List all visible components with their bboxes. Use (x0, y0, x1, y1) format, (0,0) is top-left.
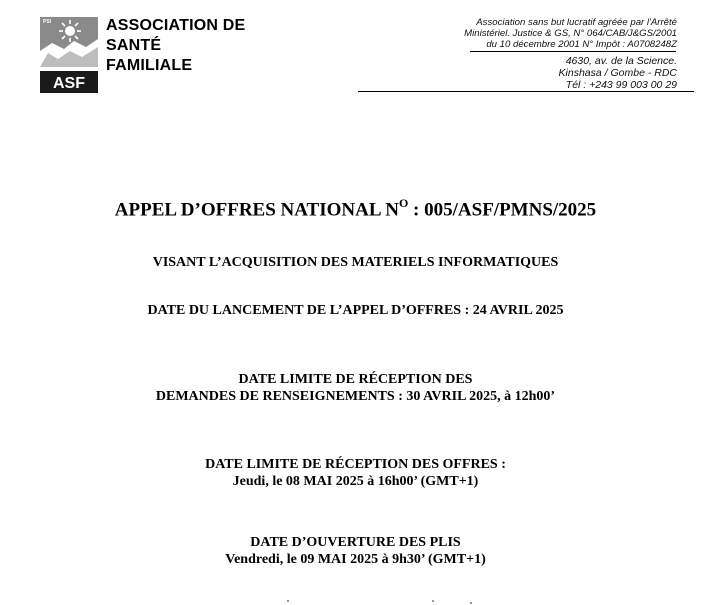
offers-deadline-line: Jeudi, le 08 MAI 2025 à 16h00’ (GMT+1) (232, 474, 479, 489)
asf-logo (40, 17, 98, 93)
organization-name (106, 16, 245, 76)
info-deadline-line: DEMANDES DE RENSEIGNEMENTS : 30 AVRIL 2025, à 12h00’ (155, 389, 556, 404)
sun-icon (59, 20, 81, 42)
org-name-line: ASSOCIATION DE (106, 17, 246, 34)
legal-registration (464, 17, 677, 50)
info-deadline-line: DATE LIMITE DE RÉCEPTION DES (238, 372, 473, 387)
opening-line: Vendredi, le 09 MAI 2025 à 9h30’ (GMT+1) (225, 552, 486, 567)
information-request-deadline (0, 371, 711, 405)
scan-speck (287, 600, 289, 602)
scan-speck (432, 600, 434, 602)
legal-line: du 10 décembre 2001 N° Impôt : A0708248Z (486, 39, 677, 50)
offers-deadline (0, 456, 711, 490)
launch-date (0, 302, 711, 319)
tender-object (0, 254, 711, 271)
scan-speck (470, 602, 472, 604)
tender-title-number: : 005/ASF/PMNS/2025 (408, 199, 597, 221)
logo-tag-text: PSI (43, 19, 52, 25)
tender-object-text: VISANT L’ACQUISITION DES MATERIELS INFORMATIQUES (152, 255, 559, 270)
postal-address (559, 55, 677, 91)
tender-title (0, 197, 711, 221)
org-name-line: SANTÉ (106, 37, 162, 54)
logo-badge-text: ASF (53, 75, 85, 92)
header-divider-thin (470, 51, 676, 52)
address-line: 4630, av. de la Science. (565, 55, 677, 67)
bids-opening (0, 534, 711, 568)
address-line: Kinshasa / Gombe - RDC (558, 67, 677, 79)
tender-title-sup: O (398, 196, 409, 210)
address-line: Tél : +243 99 003 00 29 (565, 79, 677, 91)
org-name-line: FAMILIALE (106, 57, 193, 74)
tender-title-prefix: APPEL D’OFFRES NATIONAL N (114, 199, 399, 221)
header-divider-thick (358, 91, 694, 92)
opening-line: DATE D’OUVERTURE DES PLIS (250, 535, 461, 550)
legal-line: Association sans but lucratif agréée par l'Arrêté (476, 17, 677, 28)
offers-deadline-line: DATE LIMITE DE RÉCEPTION DES OFFRES : (205, 457, 506, 472)
legal-line: Ministériel. Justice & GS, N° 064/CAB/J&GS/2001 (464, 28, 677, 39)
launch-date-text: DATE DU LANCEMENT DE L’APPEL D’OFFRES : 24 AVRIL 2025 (147, 303, 564, 318)
